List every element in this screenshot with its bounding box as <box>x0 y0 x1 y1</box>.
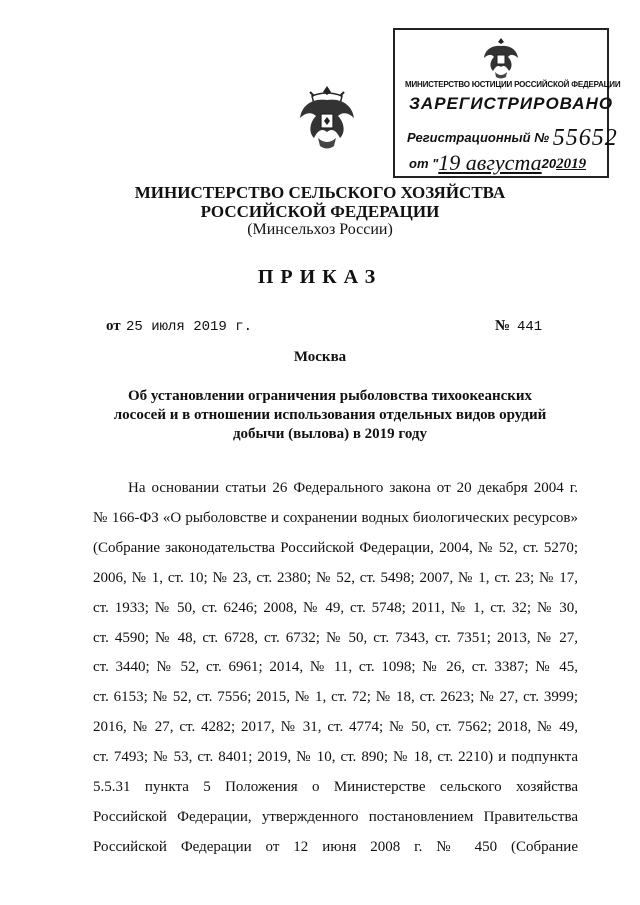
body-text-line: (Собрание законодательства Российской Федерации, 2004, № 52, ст. 5270; <box>93 539 578 556</box>
stamp-date-year-printed: 20 <box>541 156 557 171</box>
org-name-line1: МИНИСТЕРСТВО СЕЛЬСКОГО ХОЗЯЙСТВА <box>134 183 506 202</box>
stamp-registration-line <box>407 122 618 151</box>
body-text-line: № 166-ФЗ «О рыболовстве и сохранении водных биологических ресурсов» <box>93 509 578 526</box>
stamp-registered-text: ЗАРЕГИСТРИРОВАНО <box>409 94 614 113</box>
order-title-line2: лососей и в отношении использования отдельных видов орудий <box>113 407 547 423</box>
body-text-line: ст. 6153; № 52, ст. 7556; 2015, № 1, ст. 72; № 18, ст. 2623; № 27, ст. 3999; <box>93 689 578 706</box>
body-text-line: Российской Федерации от 12 июня 2008 г. № 450 (Собрание <box>93 838 578 855</box>
order-date: 25 июля 2019 г. <box>126 319 253 335</box>
body-text-line: Российской Федерации, утвержденного постановлением Правительства <box>93 808 578 825</box>
body-text-line: ст. 7493; № 53, ст. 8401; 2019, № 10, ст. 890; № 18, ст. 2210) и подпункта <box>93 749 578 766</box>
number-label: № <box>495 318 511 334</box>
order-number: 441 <box>517 319 543 335</box>
registration-stamp <box>393 28 621 178</box>
body-text-line: 5.5.31 пункта 5 Положения о Министерстве сельского хозяйства <box>93 779 578 795</box>
stamp-coat-of-arms-icon <box>481 36 521 80</box>
body-text-line: 2006, № 1, ст. 10; № 23, ст. 2380; № 52, ст. 5498; 2007, № 1, ст. 23; № 17, <box>93 569 578 586</box>
stamp-reg-number: 55652 <box>552 125 618 151</box>
org-name-line2: РОССИЙСКОЙ ФЕДЕРАЦИИ <box>200 202 440 221</box>
order-title-line3: добычи (вылова) в 2019 году <box>232 426 428 442</box>
stamp-reg-label: Регистрационный № <box>407 130 550 145</box>
order-title-line1: Об установлении ограничения рыболовства тихоокеанских <box>127 388 533 404</box>
date-label: от <box>106 318 121 334</box>
city-name: Москва <box>293 349 347 365</box>
body-text-line: На основании статьи 26 Федерального закона от 20 декабря 2004 г. <box>128 480 578 496</box>
stamp-date-handwritten: 19 августа <box>438 150 542 175</box>
body-text-line: 2016, № 27, ст. 4282; 2017, № 31, ст. 4774; № 50, ст. 7562; 2018, № 49, <box>93 719 578 736</box>
org-short-name: (Минсельхоз России) <box>247 221 393 238</box>
stamp-ministry-text: МИНИСТЕРСТВО ЮСТИЦИИ РОССИЙСКОЙ ФЕДЕРАЦИИ <box>405 80 621 89</box>
coat-of-arms-icon <box>296 82 358 156</box>
stamp-date-prefix: от " <box>409 156 439 171</box>
body-text-line: ст. 4590; № 48, ст. 6728, ст. 6732; № 50, ст. 7343, ст. 7351; 2013, № 27, <box>93 629 578 646</box>
document-type-title: ПРИКАЗ <box>257 266 383 288</box>
stamp-date-year: 2019 <box>556 156 587 172</box>
stamp-date-line <box>409 148 609 174</box>
body-text-line: ст. 1933; № 50, ст. 6246; 2008, № 49, ст. 5748; 2011, № 1, ст. 32; № 30, <box>93 599 578 616</box>
body-text-line: ст. 3440; № 52, ст. 6961; 2014, № 11, ст. 1098; № 26, ст. 3387; № 45, <box>93 659 578 676</box>
